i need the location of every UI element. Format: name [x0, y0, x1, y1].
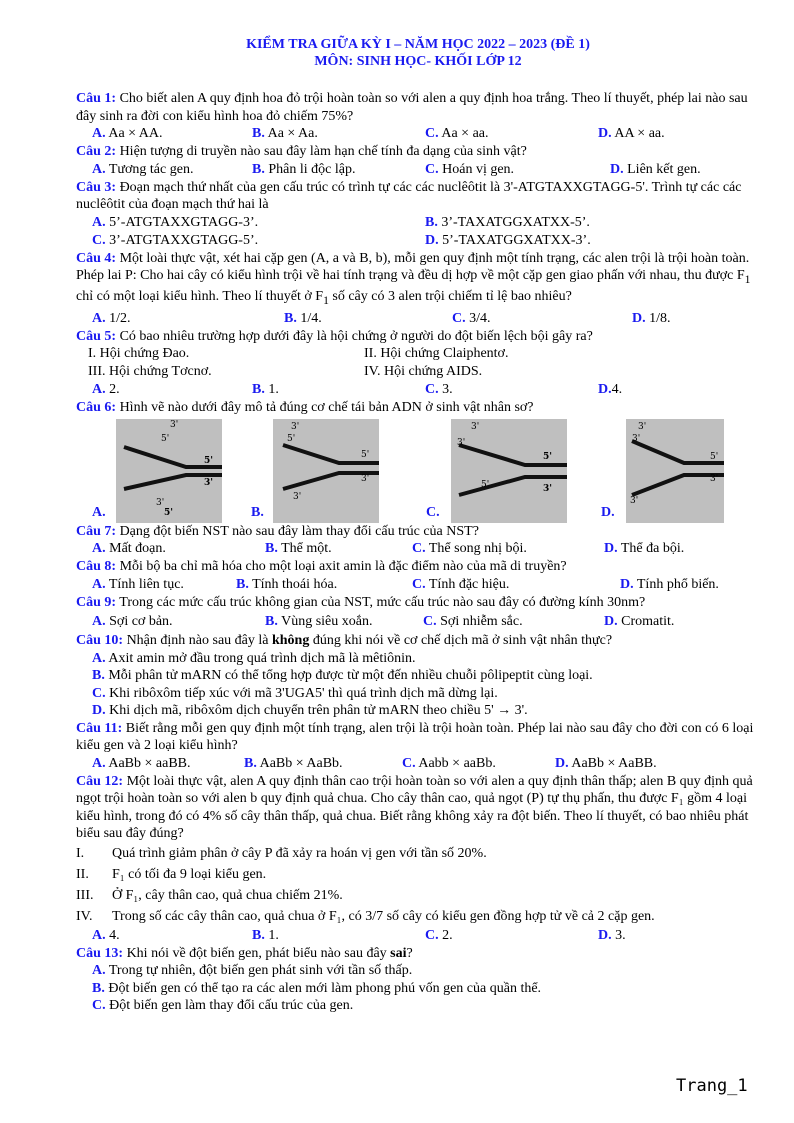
exam-page [76, 36, 760, 1015]
q13-option-b[interactable]: B. Đột biến gen có thể tạo ra các alen mới làm phong phú vốn gen của quần thể. [92, 980, 542, 996]
q9-option-a[interactable]: A. Sợi cơ bản. [92, 614, 173, 630]
q10-option-d[interactable]: D. Khi dịch mã, ribôxôm dịch chuyển trên phân tử mARN theo chiều 5' → 3'. [92, 703, 528, 719]
svg-text:5': 5' [204, 455, 214, 466]
q4-option-b[interactable]: B. 1/4. [284, 310, 322, 326]
q4-option-c[interactable]: C. 3/4. [452, 310, 491, 326]
question-4: Câu 4: Một loài thực vật, xét hai cặp gen (A, a và B, b), mỗi gen quy định một tính trạng, các alen trội là trội hoàn toàn. Phép lai P: Cho hai cây có kiểu hình trội về hai tính trạng và đều dị hợp về một cặp gen giao phấn với nhau, thu được $F_1$ chỉ có một loại kiểu hình. Theo lí thuyết ở $F_1$ số cây có 3 alen trội chiếm tỉ lệ bao nhiêu? [76, 250, 751, 308]
q11-option-b[interactable]: B. AaBb × AaBb. [244, 755, 343, 771]
q1-option-a[interactable]: A. Aa × AA. [92, 126, 163, 141]
q5-statement-3: III. Hội chứng Tơcnơ. [88, 364, 212, 380]
svg-text:3': 3' [361, 473, 370, 484]
svg-text:3': 3' [291, 421, 300, 432]
q13-option-c[interactable]: C. Đột biến gen làm thay đổi cấu trúc của gen. [92, 998, 354, 1014]
svg-text:3': 3' [710, 473, 719, 484]
q3-options [76, 214, 760, 250]
svg-text:5': 5' [287, 433, 296, 444]
q10-option-c[interactable]: C. Khi ribôxôm tiếp xúc với mã 3'UGA5' thì quá trình dịch mã dừng lại. [92, 685, 498, 701]
q2-options [76, 161, 760, 179]
page-number: Trang_1 [676, 1076, 748, 1096]
q2-option-b[interactable]: B. Phân li độc lập. [252, 161, 356, 177]
question-11: Câu 11: Biết rằng mỗi gen quy định một tính trạng, alen trội là trội hoàn toàn. Phép lai nào sau đây cho đời con có 6 loại kiểu gen và 2 loại kiểu hình? [76, 720, 754, 754]
q8-option-c[interactable]: C. Tính đặc hiệu. [412, 576, 510, 592]
q1-option-b[interactable]: B. Aa × Aa. [252, 126, 318, 141]
svg-text:5': 5' [161, 433, 170, 444]
q5-option-d[interactable]: D.4. [598, 382, 623, 398]
q7-option-d[interactable]: D. Thể đa bội. [604, 541, 685, 557]
svg-text:3': 3' [471, 421, 480, 432]
q8-option-b[interactable]: B. Tính thoái hóa. [236, 576, 338, 592]
q12-statement-2: II. F₁ có tối đa 9 loại kiểu gen. [76, 866, 267, 882]
q3-option-b[interactable]: B. 3’-TAXATGGXATXX-5’. [425, 214, 590, 230]
q2-option-c[interactable]: C. Hoán vị gen. [425, 161, 515, 177]
q3-option-a[interactable]: A. 5’-ATGTAXXGTAGG-3’. [92, 214, 259, 230]
question-5: Câu 5: Có bao nhiêu trường hợp dưới đây là hội chứng ở người do đột biến lệch bội gây ra? [76, 328, 593, 344]
question-8: Câu 8: Mỗi bộ ba chỉ mã hóa cho một loại axit amin là đặc điểm nào của mã di truyền? [76, 559, 567, 575]
q5-statement-1: I. Hội chứng Đao. [88, 346, 190, 362]
q5-statement-4: IV. Hội chứng AIDS. [364, 364, 483, 380]
question-13: Câu 13: Khi nói về đột biến gen, phát biểu nào sau đây sai? [76, 945, 413, 961]
q11-option-a[interactable]: A. AaBb × aaBB. [92, 755, 191, 771]
q5-option-a[interactable]: A. 2. [92, 382, 120, 398]
q8-options [76, 576, 760, 594]
q12-option-c[interactable]: C. 2. [425, 927, 453, 943]
q6-option-d[interactable]: D. [601, 504, 615, 520]
q7-option-a[interactable]: A. Mất đoạn. [92, 541, 166, 557]
question-9: Câu 9: Trong các mức cấu trúc không gian của NST, mức cấu trúc nào sau đây có đường kính 30nm? [76, 594, 646, 610]
q3-option-d[interactable]: D. 5’-TAXATGGXATXX-3’. [425, 232, 591, 248]
q10-option-b[interactable]: B. Mỗi phân tử mARN có thể tổng hợp được từ một đến nhiều chuỗi pôlipeptit cùng loại. [92, 668, 593, 684]
question-2: Câu 2: Hiện tượng di truyền nào sau đây làm hạn chế tính đa dạng của sinh vật? [76, 144, 527, 159]
q5-statements [76, 345, 760, 381]
q12-option-a[interactable]: A. 4. [92, 927, 120, 943]
svg-text:3': 3' [543, 483, 553, 494]
svg-text:3': 3' [156, 497, 165, 508]
svg-text:3': 3' [630, 495, 639, 506]
q5-options [76, 381, 760, 399]
q9-options [76, 611, 760, 632]
q11-options [76, 755, 760, 773]
replication-fork-image-b[interactable] [273, 419, 379, 523]
question-7: Câu 7: Dạng đột biến NST nào sau đây làm thay đổi cấu trúc của NST? [76, 523, 479, 539]
question-12: Câu 12: Một loài thực vật, alen A quy định thân cao trội hoàn toàn so với alen a quy định thân thấp; alen B quy định quả ngọt trội hoàn toàn so với alen b quy định quả chua. Cho cây thân cao, quả ngọt (P) tự thụ phấn, thu được F₁ gồm 4 loại kiểu hình, trong đó có 4% số cây thân thấp, quả chua. Biết rằng không xảy ra đột biến. Theo lí thuyết, có bao nhiêu phát biểu sau đây đúng? [76, 773, 753, 842]
svg-text:3': 3' [632, 433, 641, 444]
q9-option-b[interactable]: B. Vùng siêu xoắn. [265, 614, 373, 630]
q4-option-d[interactable]: D. 1/8. [632, 310, 671, 326]
q5-option-c[interactable]: C. 3. [425, 382, 453, 398]
q6-option-a[interactable]: A. [92, 504, 106, 520]
q3-option-c[interactable]: C. 3’-ATGTAXXGTAGG-5’. [92, 232, 259, 248]
svg-text:5': 5' [710, 451, 719, 462]
q2-option-a[interactable]: A. Tương tác gen. [92, 161, 194, 177]
svg-text:3': 3' [293, 491, 302, 502]
q8-option-a[interactable]: A. Tính liên tục. [92, 576, 184, 592]
exam-title: KIỂM TRA GIỮA KỲ I – NĂM HỌC 2022 – 2023 (ĐỀ 1) [246, 37, 590, 52]
q11-option-c[interactable]: C. Aabb × aaBb. [402, 755, 496, 771]
q6-option-c[interactable]: C. [426, 504, 440, 520]
svg-text:3': 3' [457, 437, 466, 448]
question-1: Câu 1: Cho biết alen A quy định hoa đỏ trội hoàn toàn so với alen a quy định hoa trắng. Theo lí thuyết, phép lai nào sau đây sinh ra đời con kiểu hình hoa đỏ chiếm 75%? [76, 91, 748, 124]
q12-statement-1: I. Quá trình giảm phân ở cây P đã xảy ra hoán vị gen với tần số 20%. [76, 845, 487, 861]
exam-subtitle: MÔN: SINH HỌC- KHỐI LỚP 12 [314, 54, 522, 69]
replication-fork-image-a[interactable] [116, 419, 222, 523]
q6-option-b[interactable]: B. [251, 504, 264, 520]
question-3: Câu 3: Đoạn mạch thứ nhất của gen cấu trúc có trình tự các các nuclêôtit là 3'-ATGTAXXGTAGG-5'. Trình tự các các nuclêôtit của đoạn mạch thứ hai là [76, 179, 742, 212]
q12-option-d[interactable]: D. 3. [598, 927, 626, 943]
q5-option-b[interactable]: B. 1. [252, 382, 279, 398]
q8-option-d[interactable]: D. Tính phổ biến. [620, 576, 719, 592]
q6-figures [76, 419, 760, 523]
q1-option-d[interactable]: D. AA × aa. [598, 126, 665, 141]
q9-option-d[interactable]: D. Cromatit. [604, 614, 675, 630]
svg-text:3': 3' [204, 477, 214, 488]
question-10: Câu 10: Nhận định nào sau đây là không đúng khi nói về cơ chế dịch mã ở sinh vật nhân thực? [76, 633, 613, 649]
svg-text:3': 3' [638, 421, 647, 432]
replication-fork-image-c[interactable] [451, 419, 567, 523]
q7-option-b[interactable]: B. Thể một. [265, 541, 332, 557]
q12-statement-4: IV. Trong số các cây thân cao, quả chua ở F₁, có 3/7 số cây có kiểu gen đồng hợp tử về cả 2 cặp gen. [76, 908, 655, 924]
q7-options [76, 540, 760, 558]
q7-option-c[interactable]: C. Thể song nhị bội. [412, 541, 527, 557]
svg-text:5': 5' [481, 479, 490, 490]
q4-options [76, 310, 760, 328]
q9-option-c[interactable]: C. Sợi nhiễm sắc. [423, 614, 523, 630]
q12-statement-3: III. Ở F₁, cây thân cao, quả chua chiếm 21%. [76, 887, 343, 903]
q1-options [76, 125, 760, 143]
q4-option-a[interactable]: A. 1/2. [92, 310, 131, 326]
q5-statement-2: II. Hội chứng Claiphentơ. [364, 346, 509, 362]
svg-text:5': 5' [361, 449, 370, 460]
svg-text:3': 3' [170, 419, 179, 430]
q12-option-b[interactable]: B. 1. [252, 927, 279, 943]
q12-options [76, 927, 760, 945]
replication-fork-image-d[interactable] [626, 419, 724, 523]
q10-option-a[interactable]: A. Axit amin mở đầu trong quá trình dịch mã là mêtiônin. [92, 650, 416, 666]
q2-option-d[interactable]: D. Liên kết gen. [610, 161, 701, 177]
q11-option-d[interactable]: D. AaBb × AaBB. [555, 755, 657, 771]
q1-option-c[interactable]: C. Aa × aa. [425, 126, 489, 141]
q13-option-a[interactable]: A. Trong tự nhiên, đột biến gen phát sinh với tần số thấp. [92, 963, 413, 979]
svg-text:5': 5' [543, 451, 553, 462]
svg-text:5': 5' [164, 507, 174, 518]
question-6: Câu 6: Hình vẽ nào dưới đây mô tả đúng cơ chế tái bản ADN ở sinh vật nhân sơ? [76, 400, 534, 416]
